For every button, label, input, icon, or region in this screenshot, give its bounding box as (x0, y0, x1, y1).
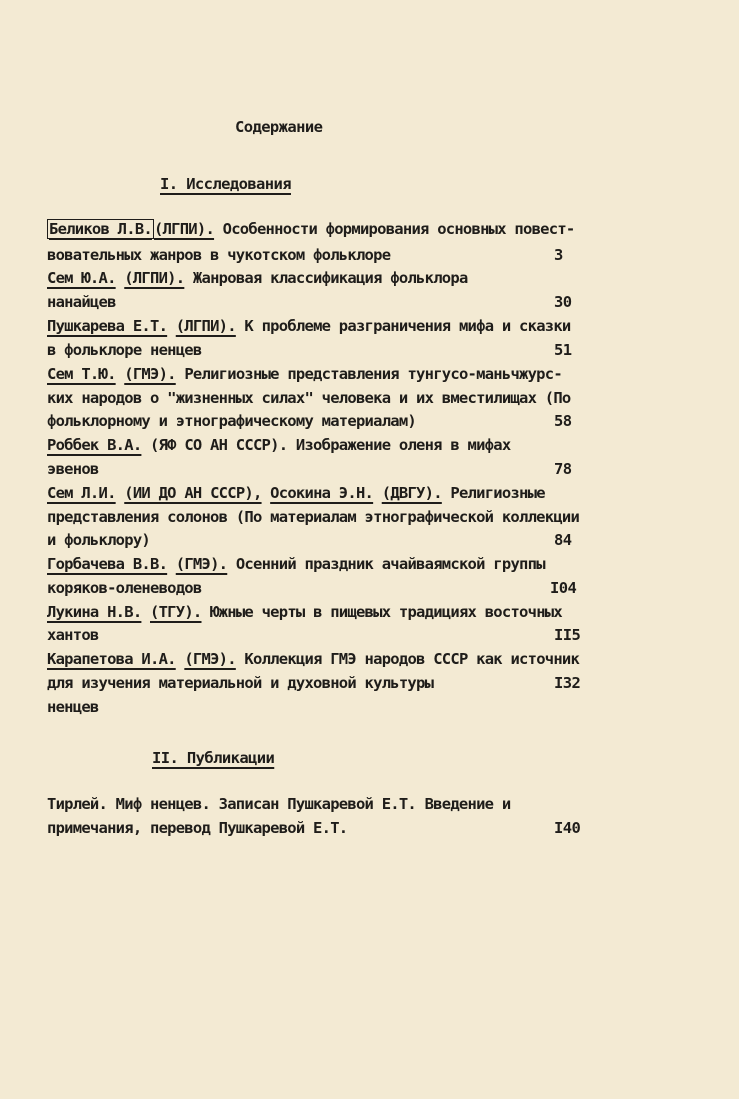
entry-line: представления солонов (По материалам этнографической коллекции (47, 508, 580, 526)
entry-line: в фольклоре ненцев (47, 341, 202, 359)
entry-line (47, 555, 545, 573)
entry-affiliation: (ГМЭ). (124, 365, 176, 383)
entry-title: Особенности формирования основных повест- (214, 220, 575, 238)
entry-line (47, 365, 562, 383)
entry-line (47, 436, 510, 454)
entry-author: Осокина Э.Н. (270, 484, 374, 502)
entry-line (47, 650, 579, 668)
entry-title: Коллекция ГМЭ народов СССР как источник (235, 650, 580, 668)
entry-affiliation: (ДВГУ). (381, 484, 442, 502)
entry-line: фольклорному и этнографическому материалам) (47, 412, 417, 430)
entry-author: Лукина Н.В. (47, 603, 142, 621)
entry-line: для изучения материальной и духовной культуры (47, 674, 434, 692)
entry-affiliation: (ЛГПИ). (124, 269, 185, 287)
entry-line (47, 317, 571, 335)
section-heading-publications: II. Публикации (152, 749, 275, 767)
entry-affiliation: (ЛГПИ). (153, 220, 215, 238)
entry-line: нанайцев (47, 293, 116, 311)
publication-page-number: I40 (554, 819, 581, 837)
entry-title: (ЯФ СО АН СССР). Изображение оленя в мифах (141, 436, 511, 454)
entry-page-number: 84 (554, 531, 572, 549)
entry-title: Религиозные представления тунгусо-маньчжурс- (175, 365, 562, 383)
entry-line: коряков-оленеводов (47, 579, 202, 597)
entry-affiliation: (ГМЭ). (175, 555, 228, 573)
page-title: Содержание (235, 118, 323, 136)
entry-line (47, 220, 575, 238)
publication-line: Тирлей. Миф ненцев. Записан Пушкаревой Е.Т. Введение и (47, 795, 511, 813)
publication-line: примечания, перевод Пушкаревой Е.Т. (47, 819, 348, 837)
entry-line: и фольклору) (47, 531, 150, 549)
entry-page-number: 58 (554, 412, 572, 430)
entry-line (47, 484, 545, 502)
entry-author: Горбачева В.В. (47, 555, 168, 573)
entry-page-number: I04 (550, 579, 577, 597)
entry-affiliation: (ТГУ). (150, 603, 202, 621)
entry-page-number: I32 (554, 674, 581, 692)
entry-author: Сем Ю.А. (47, 269, 116, 287)
entry-line: ненцев (47, 698, 99, 716)
entry-author: Сем Т.Ю. (47, 365, 116, 383)
entry-page-number: II5 (554, 626, 581, 644)
entry-author: Сем Л.И. (47, 484, 116, 502)
entry-affiliation: (ЛГПИ). (175, 317, 236, 335)
entry-line (47, 603, 562, 621)
entry-affiliation: (ИИ ДО АН СССР), (124, 484, 262, 502)
section-heading-research: I. Исследования (160, 175, 291, 193)
entry-title: Жанровая классификация фольклора (184, 269, 468, 287)
entry-line: эвенов (47, 460, 99, 478)
entry-line: хантов (47, 626, 99, 644)
entry-page-number: 30 (554, 293, 572, 311)
entry-author: Пушкарева Е.Т. (47, 317, 168, 335)
entry-page-number: 3 (554, 246, 563, 264)
entry-page-number: 78 (554, 460, 572, 478)
entry-title: Южные черты в пищевых традициях восточных (201, 603, 562, 621)
entry-author: Беликов Л.В. (49, 220, 152, 238)
entry-title: Осенний праздник ачайваямской группы (227, 555, 545, 573)
entry-line: вовательных жанров в чукотском фольклоре (47, 246, 391, 264)
entry-line: ких народов о "жизненных силах" человека и их вместилищах (По (47, 389, 571, 407)
entry-title: К проблеме разграничения мифа и сказки (235, 317, 571, 335)
entry-line (47, 269, 468, 287)
entry-author: Карапетова И.А. (47, 650, 176, 668)
entry-title: Религиозные (441, 484, 545, 502)
entry-page-number: 51 (554, 341, 572, 359)
entry-affiliation: (ГМЭ). (184, 650, 236, 668)
entry-author: Роббек В.А. (47, 436, 142, 454)
